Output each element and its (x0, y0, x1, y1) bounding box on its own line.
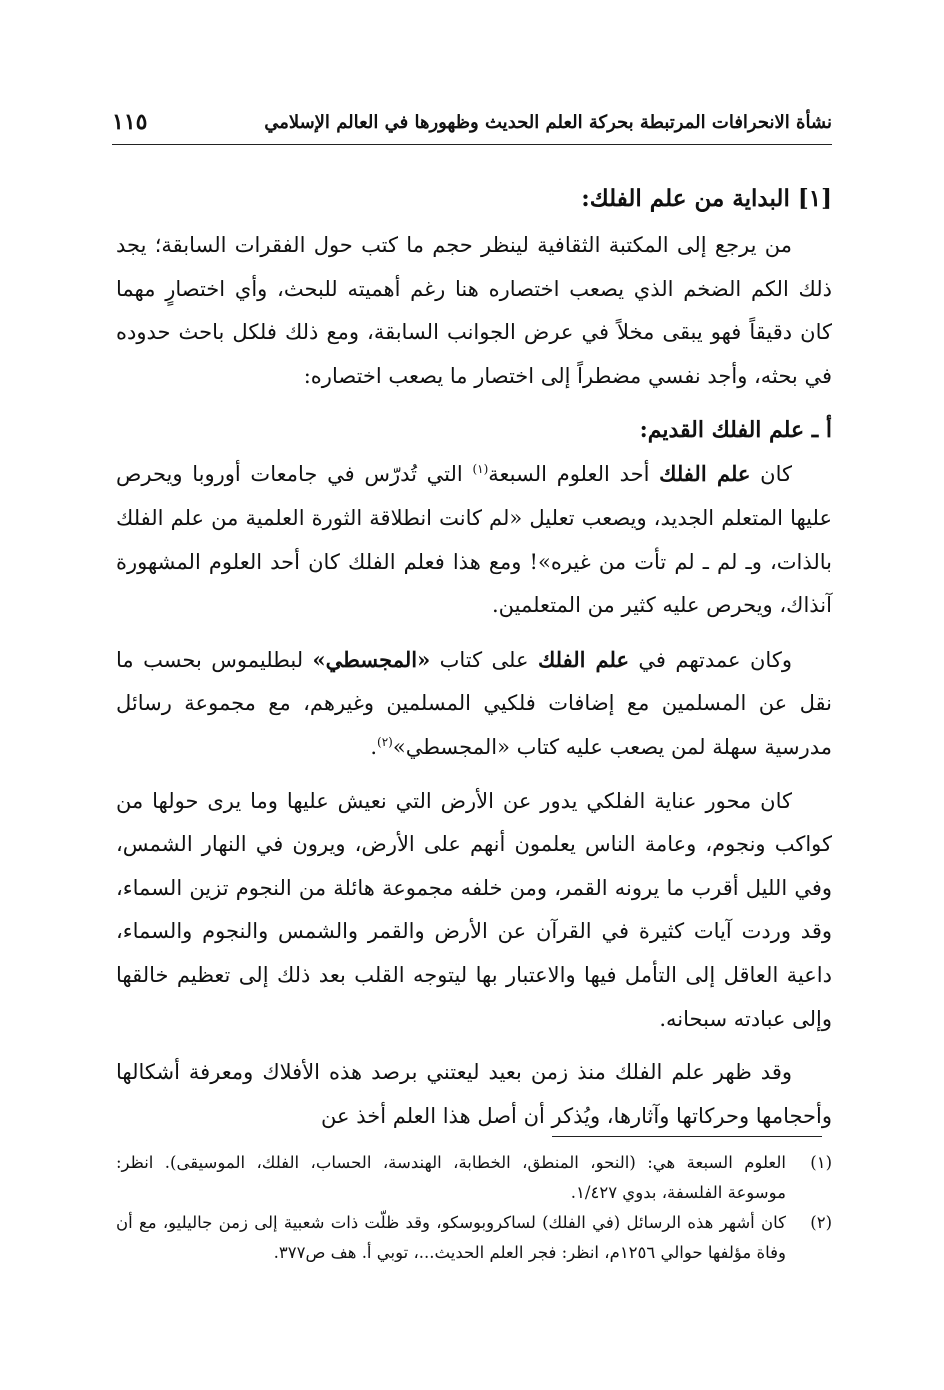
paragraph-3 (116, 780, 832, 1042)
footnote-number: (٢) (810, 1213, 832, 1232)
section-title: البداية من علم الفلك: (581, 185, 790, 212)
p2-lead: وكان عمدتهم في (638, 647, 792, 672)
p1-lead: كان (760, 462, 792, 487)
footnote-text: كان أشهر هذه الرسائل (في الفلك) لساكروبوسكو، وقد ظلّت ذات شعبية إلى زمن جاليليو، مع أن وفاة مؤلفها حوالي ١٢٥٦م، انظر: فجر العلم الحديث...، توبي أ. هف ص٣٧٧. (116, 1213, 786, 1262)
footnote-divider (552, 1136, 822, 1137)
p4-text: وقد ظهر علم الفلك منذ زمن بعيد ليعتني برصد هذه الأفلاك ومعرفة أشكالها وأحجامها وحركاتها وآثارها، ويُذكر أن أصل هذا العلم أخذ عن (116, 1060, 832, 1128)
p1-text-a: أحد العلوم السبعة (488, 462, 650, 487)
footnote-text: العلوم السبعة هي: (النحو، المنطق، الخطابة، الهندسة، الحساب، الفلك، الموسيقى). انظر: موسوعة الفلسفة، بدوي ١/٤٢٧. (116, 1153, 786, 1202)
main-content (116, 178, 832, 1138)
p2-end: . (370, 734, 378, 759)
subsection-heading: أ ـ علم الفلك القديم: (639, 417, 832, 444)
section-heading (116, 178, 832, 220)
intro-paragraph (116, 224, 832, 398)
footnote-2 (116, 1208, 832, 1268)
paragraph-4 (116, 1051, 832, 1138)
footnote-ref-1[interactable]: (١) (472, 462, 489, 477)
p2-text-a: على كتاب (439, 647, 529, 672)
footnotes (116, 1148, 832, 1268)
p2-bold-book: «المجسطي» (312, 646, 431, 672)
footnote-ref-2[interactable]: (٢) (377, 734, 393, 749)
p2-text-b: لبطليموس بحسب ما نقل عن المسلمين مع إضافات فلكيي المسلمين وغيرهم، مع مجموعة رسائل مدرسية سهلة لمن يصعب عليه كتاب «المجسطي» (116, 647, 832, 759)
intro-text: من يرجع إلى المكتبة الثقافية لينظر حجم ما كتب حول الفقرات السابقة؛ يجد ذلك الكم الضخم الذي يصعب اختصاره هنا رغم أهميته للبحث، وأي اختصارٍ مهما كان دقيقاً فهو يبقى مخلاً في عرض الجوانب السابقة، ومع ذلك فلكل باحث حدوده في بحثه، وأجد نفسي مضطراً إلى اختصار ما يصعب اختصاره: (116, 233, 832, 388)
running-title: نشأة الانحرافات المرتبطة بحركة العلم الحديث وظهورها في العالم الإسلامي (264, 111, 832, 133)
p3-text: كان محور عناية الفلكي يدور عن الأرض التي نعيش عليها وما يرى حولها من كواكب ونجوم، وعامة الناس يعلمون أنهم على الأرض، ويرون في النهار الشمس، وفي الليل أقرب ما يرونه القمر، ومن خلفه مجموعة هائلة من النجوم تزين السماء، وقد وردت آيات كثيرة في القرآن عن الأرض والقمر والشمس والنجوم والسماء، داعية العاقل إلى التأمل فيها والاعتبار بها ليتوجه القلب بعد ذلك إلى تعظيم خالقها وإلى عبادته سبحانه. (116, 788, 832, 1031)
p1-text-b: التي تُدرّس في جامعات أوروبا ويحرص عليها المتعلم الجديد، ويصعب تعليل «لم كانت انطلاقة الثورة العلمية من علم الفلك بالذات، وـ لم ـ لم تأت من غيره»! ومع هذا فعلم الفلك كان أحد العلوم المشهورة آنذاك، ويحرص عليه كثير من المتعلمين. (116, 462, 832, 618)
paragraph-1 (116, 452, 832, 627)
page-number: ١١٥ (112, 109, 148, 135)
footnote-1 (116, 1148, 832, 1208)
footnote-number: (١) (810, 1153, 832, 1172)
paragraph-2 (116, 638, 832, 770)
section-number: [١] (797, 185, 832, 212)
p2-bold-term: علم الفلك (537, 646, 629, 672)
page-header (112, 100, 832, 145)
p1-bold-term: علم الفلك (659, 461, 751, 487)
